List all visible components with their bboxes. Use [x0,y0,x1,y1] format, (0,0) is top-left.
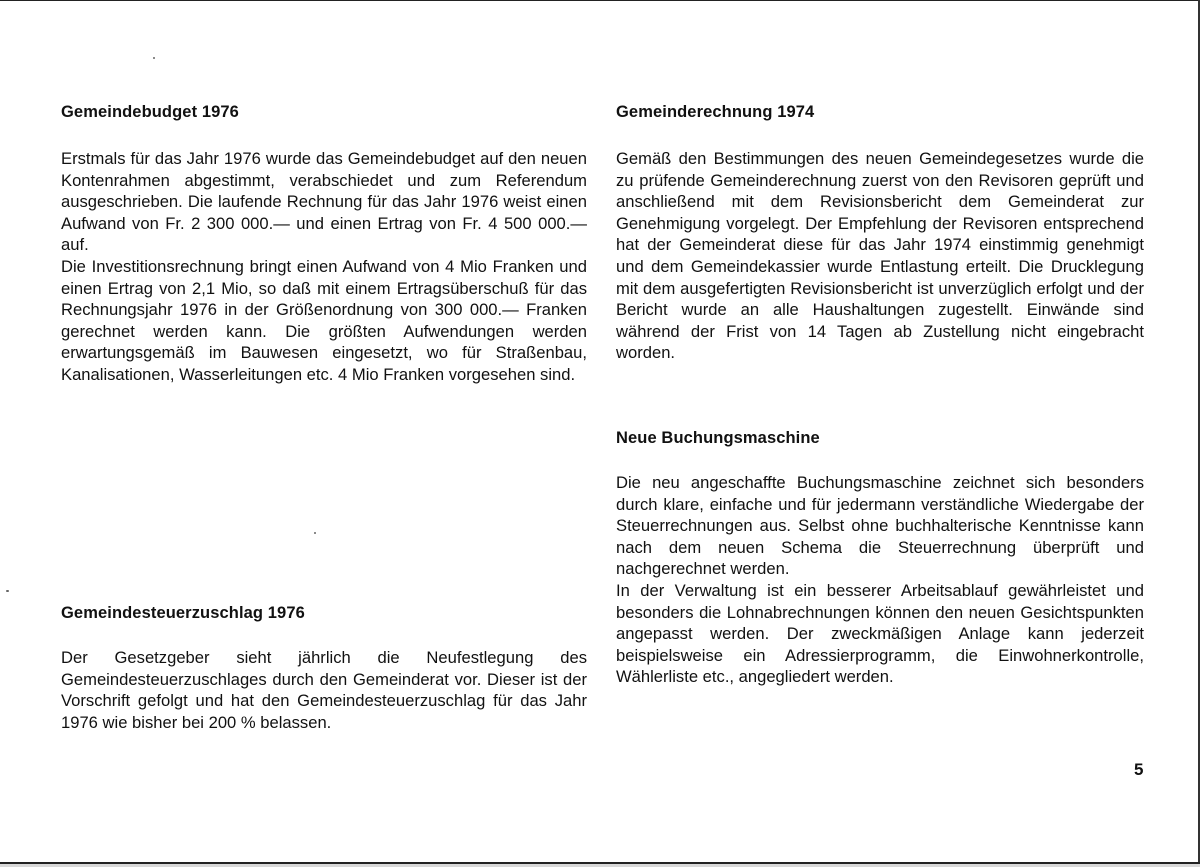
right-column-section-buchungsmaschine [616,428,1144,688]
section-heading-buchungsmaschine: Neue Buchungsmaschine [616,429,820,447]
page-number: 5 [1134,760,1144,779]
budget-paragraph-1: Erstmals für das Jahr 1976 wurde das Gemeindebudget auf den neuen Kontenrahmen abgestimmt, verabschiedet und zum Referendum ausgeschrieben. Die laufende Rechnung für das Jahr 1976 weist einen Aufwand von Fr. 2 300 000.— und einen Ertrag von Fr. 4 500 000.— auf. [61,149,587,255]
scan-speck [314,532,316,534]
budget-paragraph-2: Die Investitionsrechnung bringt einen Aufwand von 4 Mio Franken und einen Ertrag von 2,1 Mio, so daß mit einem Ertragsüberschuß für das Rechnungsjahr 1976 in der Größenordnung von 300 000.— Franken gerechnet werden kann. Die größten Aufwendungen werden erwartungsgemäß im Bauwesen eingesetzt, wo für Straßenbau, Kanalisationen, Wasserleitungen etc. 4 Mio Franken vorgesehen sind. [61,256,587,384]
buchungsmaschine-paragraph-2: In der Verwaltung ist ein besserer Arbeitsablauf gewährleistet und besonders die Lohnabrechnungen können den neuen Gesichtspunkten angepasst werden. Der zweckmäßigen Anlage kann jederzeit beispielsweise ein Adressierprogramm, die Einwohnerkontrolle, Wählerliste etc., angegliedert werden. [616,580,1144,687]
page-bottom-border [0,862,1200,867]
buchungsmaschine-paragraph-1: Die neu angeschaffte Buchungsmaschine zeichnet sich besonders durch klare, einfache und für jedermann verständliche Wiedergabe der Steuerrechnungen aus. Selbst ohne buchhalterische Kenntnisse kann nach dem neuen Schema die Steuerrechnung überprüft und nachgerechnet werden. [616,473,1144,579]
scan-speck [6,590,9,592]
steuerzuschlag-paragraph-1: Der Gesetzgeber sieht jährlich die Neufestlegung des Gemeindesteuerzuschlages durch den Gemeinderat vor. Dieser ist der Vorschrift gefolgt und hat den Gemeindesteuerzuschlag für das Jahr 1976 wie bisher bei 200 % belassen. [61,648,587,732]
section-heading-gemeinderechnung: Gemeinderechnung 1974 [616,103,815,121]
section-heading-gemeindesteuerzuschlag: Gemeindesteuerzuschlag 1976 [61,604,305,622]
scan-speck [153,57,155,59]
page-top-border [0,0,1200,1]
right-column-section-rechnung [616,102,1144,364]
left-column-section-budget [61,102,587,386]
section-heading-gemeindebudget: Gemeindebudget 1976 [61,103,239,121]
rechnung-paragraph-1: Gemäß den Bestimmungen des neuen Gemeindegesetzes wurde die zu prüfende Gemeinderechnung zuerst von den Revisoren geprüft und anschließend mit dem Revisionsbericht dem Gemeinderat zur Genehmigung vorgelegt. Der Empfehlung der Revisoren entsprechend hat der Gemeinderat diese für das Jahr 1974 einstimmig genehmigt und dem Gemeindekassier wurde Entlastung erteilt. Die Drucklegung mit dem ausgefertigten Revisionsbericht ist unverzüglich erfolgt und der Bericht wurde an alle Haushaltungen zugestellt. Einwände sind während der Frist von 14 Tagen ab Zustellung nicht eingebracht worden. [616,149,1144,363]
left-column-section-steuerzuschlag [61,603,587,733]
